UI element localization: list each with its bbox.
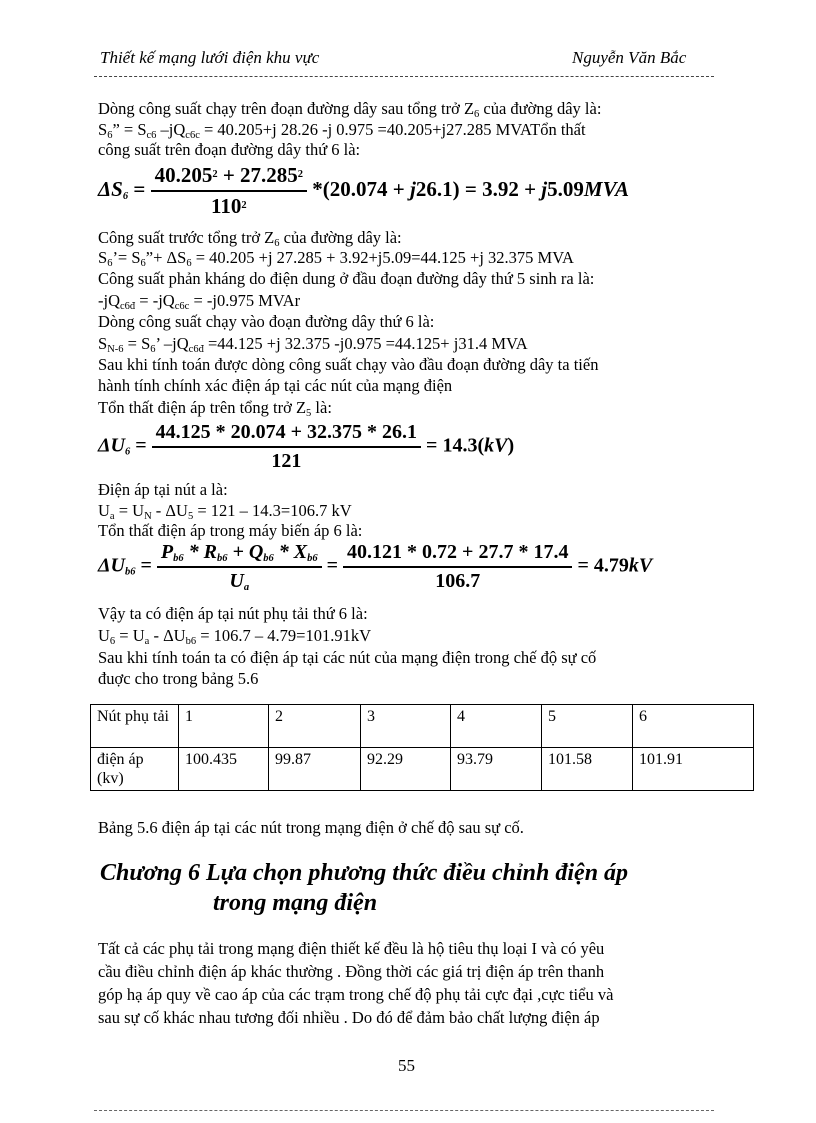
chapter-title: Chương 6 Lựa chọn phương thức điều chỉnh điện áp xyxy=(100,860,629,886)
table-cell: 3 xyxy=(361,705,451,748)
text-line: Vậy ta có điện áp tại nút phụ tải thứ 6 là: xyxy=(98,604,368,623)
page-number: 55 xyxy=(398,1056,415,1075)
text-line: Công suất phản kháng do điện dung ở đầu đoạn đường dây thứ 5 sinh ra là: xyxy=(98,269,595,288)
table-caption: Bảng 5.6 điện áp tại các nút trong mạng điện ở chế độ sau sự cố. xyxy=(98,818,524,837)
text-line: góp hạ áp quy về cao áp của các trạm trong chế độ phụ tải cực đại ,cực tiểu và xyxy=(98,985,614,1004)
header-author: Nguyễn Văn Bắc xyxy=(572,48,687,67)
text-line: Dòng công suất chạy vào đoạn đường dây thứ 6 là: xyxy=(98,312,435,331)
text-line: Tổn thất điện áp trong máy biến áp 6 là: xyxy=(98,521,363,540)
equation-delta-u6: $\Delta U_6$ = $\frac{44.125 * 20.074 + 32.375 * 26.1}{121}$ = 14.3(kV) xyxy=(98,421,515,472)
text-line: Công suất trước tổng trở $Z_6$ của đường dây là: xyxy=(98,228,402,249)
text-line: Tất cả các phụ tải trong mạng điện thiết kế đều là hộ tiêu thụ loại I và có yêu xyxy=(98,939,605,958)
text-line: Sau khi tính toán được dòng công suất chạy vào đầu đoạn đường dây ta tiến xyxy=(98,355,599,374)
table-cell: 6 xyxy=(633,705,754,748)
text-line: công suất trên đoạn đường dây thứ 6 là: xyxy=(98,140,361,159)
table-cell: 2 xyxy=(269,705,361,748)
text-line: $S_6’=$ $S_6”+ \Delta S_6 = 40.205 +j$ 27.285 + 3.92+j5.09=44.125 +j 32.375 MVA xyxy=(98,248,574,269)
header-divider xyxy=(94,76,714,77)
chapter-title-continued: trong mạng điện xyxy=(213,890,378,916)
table-cell: 93.79 xyxy=(451,748,542,791)
text-line: Điện áp tại nút a là: xyxy=(98,480,228,499)
table-row xyxy=(91,705,754,748)
table-cell: 99.87 xyxy=(269,748,361,791)
equation-delta-s6: $\Delta S_6$ = $\frac{40.205^2 + 27.285^2}{110^2}$ *(20.074 + j26.1) = 3.92 + j5.09MVA xyxy=(98,163,630,218)
table-cell: 92.29 xyxy=(361,748,451,791)
text-line: Tổn thất điện áp trên tổng trở $Z_5$ là: xyxy=(98,398,332,419)
text-line: $S_{N-6} = S_6$’ $-jQ_{c6đ} =44.125 +j$ 32.375 -j0.975 =44.125+ j31.4 MVA xyxy=(98,334,528,355)
equation-delta-ub6: $\Delta U_{b6}$ = $\frac{P_{b6} * R_{b6} + Q_{b6} * X_{b6}}{U_a}$ = $\frac{40.121 * 0.72 + 27.7 * 17.4}{106.7}$ = 4.79kV xyxy=(98,541,653,593)
text-line: đuợc cho trong bảng 5.6 xyxy=(98,669,259,688)
text-line: cầu điều chỉnh điện áp khác thường . Đồng thời các giá trị điện áp trên thanh xyxy=(98,962,605,981)
text-line: hành tính chính xác điện áp tại các nút của mạng điện xyxy=(98,376,453,395)
table-cell: 5 xyxy=(542,705,633,748)
text-line: $U_6 = U_a - \Delta U_{b6} = 106.7 - 4.79=101.91kV$ xyxy=(98,626,372,647)
table-cell: 100.435 xyxy=(179,748,269,791)
voltage-table xyxy=(90,704,754,791)
table-cell: 101.91 xyxy=(633,748,754,791)
text-line: $U_a = U_N - \Delta U_5 = 121 - 14.3=106.7$ kV xyxy=(98,501,352,522)
footer-divider xyxy=(94,1110,714,1111)
table-cell: 4 xyxy=(451,705,542,748)
header-title: Thiết kế mạng lưới điện khu vực xyxy=(100,48,320,67)
table-cell: Nút phụ tải xyxy=(91,705,179,748)
text-line: Sau khi tính toán ta có điện áp tại các nút của mạng điện trong chế độ sự cố xyxy=(98,648,597,667)
text-line: Dòng công suất chạy trên đoạn đường dây sau tổng trở $Z_6$ của đường dây là: xyxy=(98,99,602,120)
table-row xyxy=(91,748,754,791)
text-line: $-jQ_{c6đ} = -jQ_{c6c} = -j0.975$ MVAr xyxy=(98,291,301,312)
table-cell: điện áp (kv) xyxy=(91,748,179,791)
table-cell: 1 xyxy=(179,705,269,748)
text-line: sau sự cố khác nhau tương đối nhiều . Do đó để đảm bảo chất lượng điện áp xyxy=(98,1008,600,1027)
table-cell: 101.58 xyxy=(542,748,633,791)
text-line: $S_6$” = $S_{c6}$ $-jQ_{c6c} = 40.205+j$ 28.26 -j 0.975 =40.205+j27.285 MVATổn thất xyxy=(98,120,586,141)
